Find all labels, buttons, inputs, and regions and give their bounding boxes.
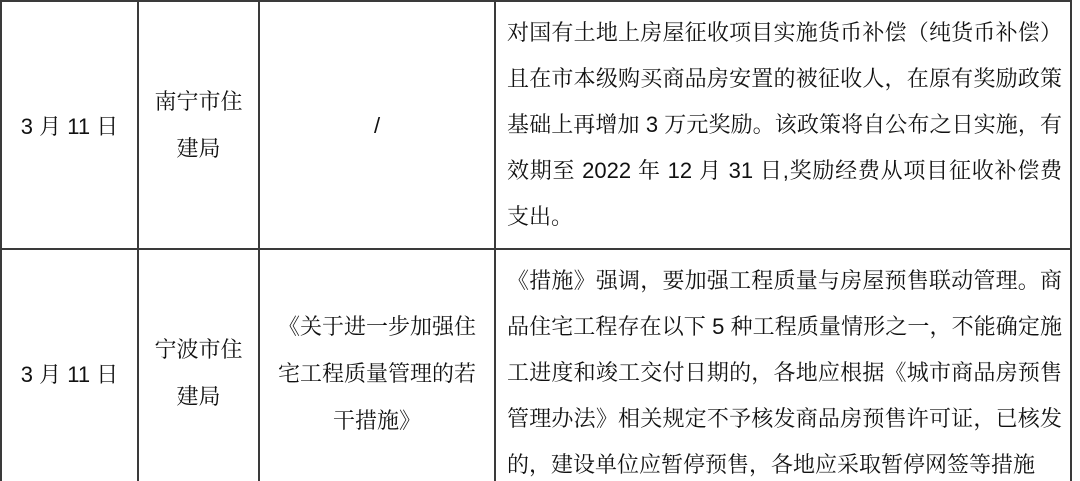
policy-title-line: 宅工程质量管理的若 [277,360,476,386]
policy-title-line: 干措施》 [332,407,421,433]
table-row [1,1,1071,249]
policy-title-line: 《关于进一步加强住 [277,313,476,339]
detail-line: 支出。 [507,204,574,229]
date-text: 3 月 11 日 [20,113,119,139]
policy-title-cell [259,1,495,249]
detail-cell [495,1,1071,249]
detail-line: 的，建设单位应暂停预售，各地应采取暂停网签等措施 [507,452,1036,477]
agency-line: 南宁市住 [154,89,243,114]
date-cell [1,1,138,249]
policy-title-line: / [373,112,381,138]
detail-line: 品住宅工程存在以下 5 种工程质量情形之一，不能确定施 [507,314,1062,339]
detail-line: 工进度和竣工交付日期的，各地应根据《城市商品房预售 [507,360,1062,385]
date-text: 3 月 11 日 [20,361,119,387]
detail-line: 效期至 2022 年 12 月 31 日,奖励经费从项目征收补偿费 [507,158,1062,183]
detail-line: 基础上再增加 3 万元奖励。该政策将自公布之日实施，有 [507,112,1062,137]
agency-line: 建局 [176,136,221,161]
policy-title-cell [259,249,495,481]
detail-cell [495,249,1071,481]
table-row [1,249,1071,481]
detail-line: 且在市本级购买商品房安置的被征收人，在原有奖励政策 [507,66,1062,91]
agency-cell [138,1,259,249]
detail-line: 《措施》强调，要加强工程质量与房屋预售联动管理。商 [507,268,1062,293]
date-cell [1,249,138,481]
detail-line: 对国有土地上房屋征收项目实施货币补偿（纯货币补偿） [507,20,1062,45]
agency-line: 宁波市住 [154,337,243,362]
agency-cell [138,249,259,481]
agency-line: 建局 [176,384,221,409]
detail-line: 管理办法》相关规定不予核发商品房预售许可证，已核发 [507,406,1062,431]
